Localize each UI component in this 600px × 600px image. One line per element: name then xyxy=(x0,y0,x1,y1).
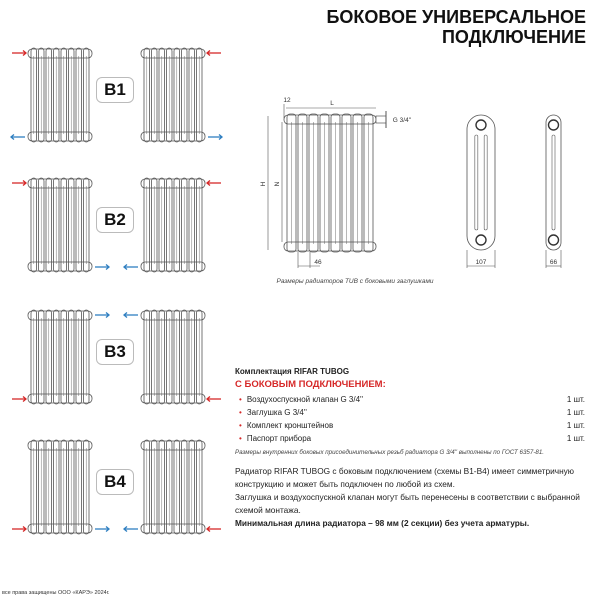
scheme-label: В1 xyxy=(96,77,134,103)
fitting xyxy=(376,116,386,123)
radiator xyxy=(141,178,205,272)
kit-note: Размеры внутренних боковых присоединительных резьб радиатора G 3/4'' выполнены по ГОСТ 6357-81. xyxy=(235,449,544,456)
kit-item-label: Воздухоспускной клапан G 3/4'' xyxy=(246,395,364,404)
radiator-header-bottom xyxy=(141,132,205,141)
radiator-header-top xyxy=(28,311,92,320)
flow-arrow-icon xyxy=(12,181,26,186)
flow-arrow-icon xyxy=(12,51,26,56)
radiator-header-top xyxy=(141,441,205,450)
radiator-header-bottom xyxy=(28,524,92,533)
radiator xyxy=(141,48,205,142)
flow-arrow-icon xyxy=(208,135,222,140)
flow-arrow-icon xyxy=(124,265,138,270)
kit-section xyxy=(235,367,585,456)
bullet-icon: • xyxy=(239,395,242,404)
dim-height-label: H xyxy=(260,181,267,187)
flow-arrow-icon xyxy=(124,313,138,318)
kit-item xyxy=(235,406,585,419)
description-p2: Заглушка и воздухоспускной клапан могут быть перенесены в соответствии с выбранной схемой монтажа. xyxy=(235,492,580,515)
radiator-header-bottom xyxy=(141,394,205,403)
scheme-label: В2 xyxy=(96,207,134,233)
title-line-2: ПОДКЛЮЧЕНИЕ xyxy=(441,27,586,47)
dimension-drawing xyxy=(250,90,590,280)
thread-label: G 3/4'' xyxy=(392,117,412,124)
radiator-header-top xyxy=(141,179,205,188)
radiator xyxy=(28,178,92,272)
port-icon xyxy=(549,235,559,245)
flow-arrow-icon xyxy=(11,135,25,140)
scheme-2 xyxy=(0,170,230,280)
radiator-header-bottom xyxy=(141,262,205,271)
radiator xyxy=(28,48,92,142)
radiator-header-bottom xyxy=(28,132,92,141)
kit-item-label: Заглушка G 3/4'' xyxy=(246,408,307,417)
radiator-header-bottom xyxy=(28,262,92,271)
flow-arrow-icon xyxy=(207,51,221,56)
description-p3: Минимальная длина радиатора – 98 мм (2 секции) без учета арматуры. xyxy=(235,518,530,528)
radiator-header-top xyxy=(28,179,92,188)
dim-axis-label: N xyxy=(274,181,281,187)
flow-arrow-icon xyxy=(95,265,109,270)
port-icon xyxy=(476,120,486,130)
flow-arrow-icon xyxy=(12,397,26,402)
kit-heading: Комплектация RIFAR TUBOG xyxy=(235,367,350,376)
radiator-header-bottom xyxy=(28,394,92,403)
bullet-icon: • xyxy=(239,408,242,417)
scheme-label: В3 xyxy=(96,339,134,365)
flow-arrow-icon xyxy=(207,397,221,402)
kit-item-name xyxy=(239,393,363,406)
kit-item xyxy=(235,432,585,445)
kit-item-qty: 1 шт. xyxy=(566,434,585,443)
side-view xyxy=(467,115,495,250)
port-icon xyxy=(549,120,559,130)
description-p1: Радиатор RIFAR TUBOG с боковым подключением (схемы В1-В4) имеет симметричную конструкцию и может быть подключен по любой из схем. xyxy=(235,466,575,489)
radiator xyxy=(141,440,205,534)
dim-length-label: L xyxy=(330,100,334,107)
kit-item-label: Паспорт прибора xyxy=(246,434,312,443)
scheme-3 xyxy=(0,302,230,412)
scheme-label: В4 xyxy=(96,469,134,495)
scheme-4 xyxy=(0,432,230,542)
kit-item-name xyxy=(239,406,307,419)
kit-item-qty: 1 шт. xyxy=(566,408,585,417)
dim-depth-label: 66 xyxy=(549,259,558,266)
bullet-icon: • xyxy=(239,421,242,430)
drawing-caption: Размеры радиаторов TUB с боковыми заглушками xyxy=(276,278,434,285)
copyright: все права защищены ООО «КАРЭ» 2024г. xyxy=(2,590,110,596)
radiator-header-top xyxy=(141,49,205,58)
radiator xyxy=(284,114,376,252)
bullet-icon: • xyxy=(239,434,242,443)
radiator-header-bottom xyxy=(141,524,205,533)
scheme-1 xyxy=(0,40,230,150)
flow-arrow-icon xyxy=(124,527,138,532)
kit-item-label: Комплект кронштейнов xyxy=(246,421,334,430)
kit-item-name xyxy=(239,432,311,445)
kit-items xyxy=(235,393,585,445)
radiator xyxy=(28,310,92,404)
radiator-header-top xyxy=(28,49,92,58)
kit-item-qty: 1 шт. xyxy=(566,421,585,430)
radiator xyxy=(28,440,92,534)
flow-arrow-icon xyxy=(12,527,26,532)
flow-arrow-icon xyxy=(95,527,109,532)
radiator-header-top xyxy=(28,441,92,450)
dim-offset-label: 12 xyxy=(283,97,291,104)
title-line-1: БОКОВОЕ УНИВЕРСАЛЬНОЕ xyxy=(326,7,586,27)
description xyxy=(235,465,585,530)
kit-item xyxy=(235,393,585,406)
kit-item xyxy=(235,419,585,432)
flow-arrow-icon xyxy=(207,181,221,186)
kit-item-name xyxy=(239,419,333,432)
page-title xyxy=(326,7,586,47)
flow-arrow-icon xyxy=(95,313,109,318)
dim-section-label: 46 xyxy=(314,259,322,266)
flow-arrow-icon xyxy=(207,527,221,532)
kit-subheading: С БОКОВЫМ ПОДКЛЮЧЕНИЕМ: xyxy=(235,379,386,390)
radiator-header-top xyxy=(141,311,205,320)
radiator xyxy=(141,310,205,404)
port-icon xyxy=(476,235,486,245)
kit-item-qty: 1 шт. xyxy=(566,395,585,404)
dim-depth-label: 107 xyxy=(475,259,487,266)
